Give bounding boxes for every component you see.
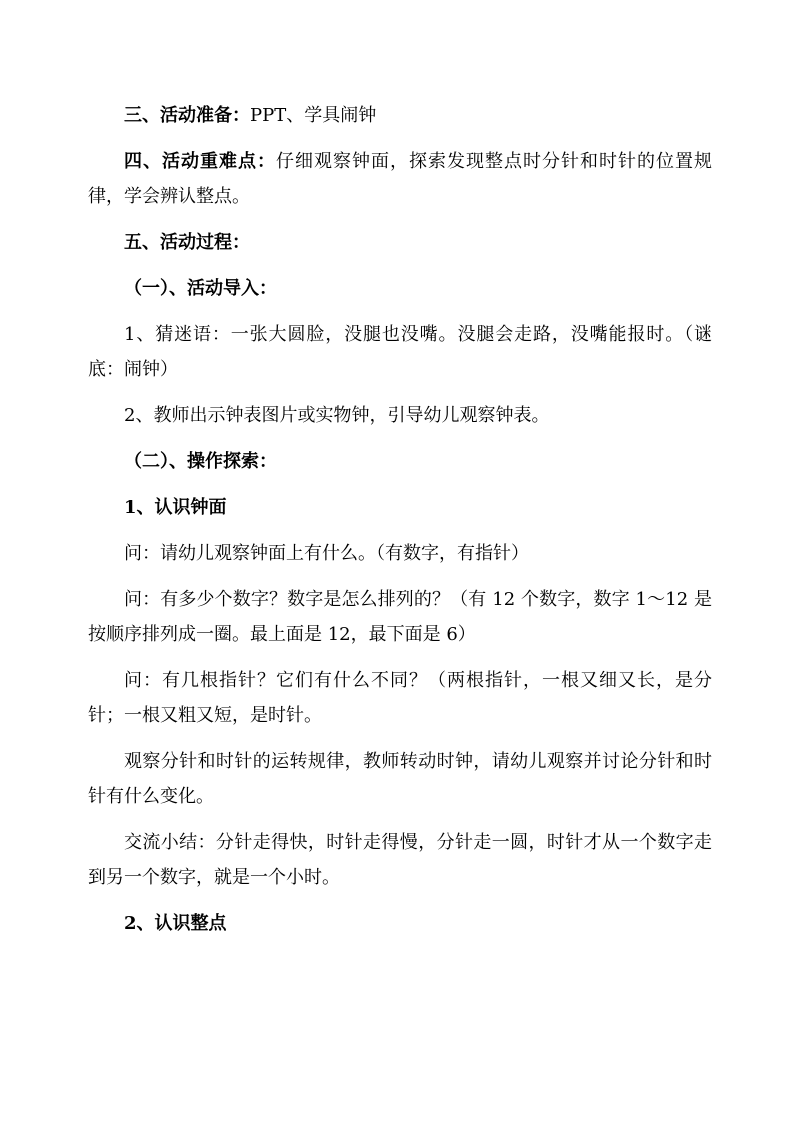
explore-heading: （二）、操作探索：	[124, 451, 277, 472]
question-2: 问：有多少个数字？数字是怎么排列的？（有 12 个数字，数字 1～12 是按顺序排列成一圈。最上面是 12，最下面是 6）	[88, 589, 712, 645]
prep-text: PPT、学具闹钟	[250, 105, 377, 126]
key-text: 仔细观察钟面，探索发现整点时分针和时针的位置规律，学会辨认整点。	[88, 151, 712, 207]
summary-paragraph: 交流小结：分针走得快，时针走得慢，分针走一圆，时针才从一个数字走到另一个数字，就是一个小时。	[88, 832, 712, 888]
prep-heading: 三、活动准备：	[124, 105, 250, 126]
key-paragraph	[88, 144, 712, 214]
document-body	[88, 98, 712, 952]
question-3: 问：有几根指针？它们有什么不同？（两根指针，一根又细又长，是分针；一根又粗又短，是时针。	[88, 670, 712, 726]
intro-paragraph-2: 2、教师出示钟表图片或实物钟，引导幼儿观察钟表。	[124, 405, 550, 426]
question-1: 问：请幼儿观察钟面上有什么。（有数字，有指针）	[124, 543, 529, 564]
prep-paragraph	[88, 98, 712, 133]
observe-paragraph: 观察分针和时针的运转规律，教师转动时钟，请幼儿观察并讨论分针和时针有什么变化。	[88, 751, 712, 807]
intro-heading: （一）、活动导入：	[124, 278, 277, 299]
intro-paragraph-1: 1、猜迷语：一张大圆脸，没腿也没嘴。没腿会走路，没嘴能报时。（谜底：闹钟）	[88, 324, 712, 380]
process-heading: 五、活动过程：	[124, 232, 250, 253]
clock-face-heading: 1、认识钟面	[124, 497, 227, 518]
hour-heading: 2、认识整点	[124, 913, 227, 934]
key-heading: 四、活动重难点：	[124, 151, 276, 172]
